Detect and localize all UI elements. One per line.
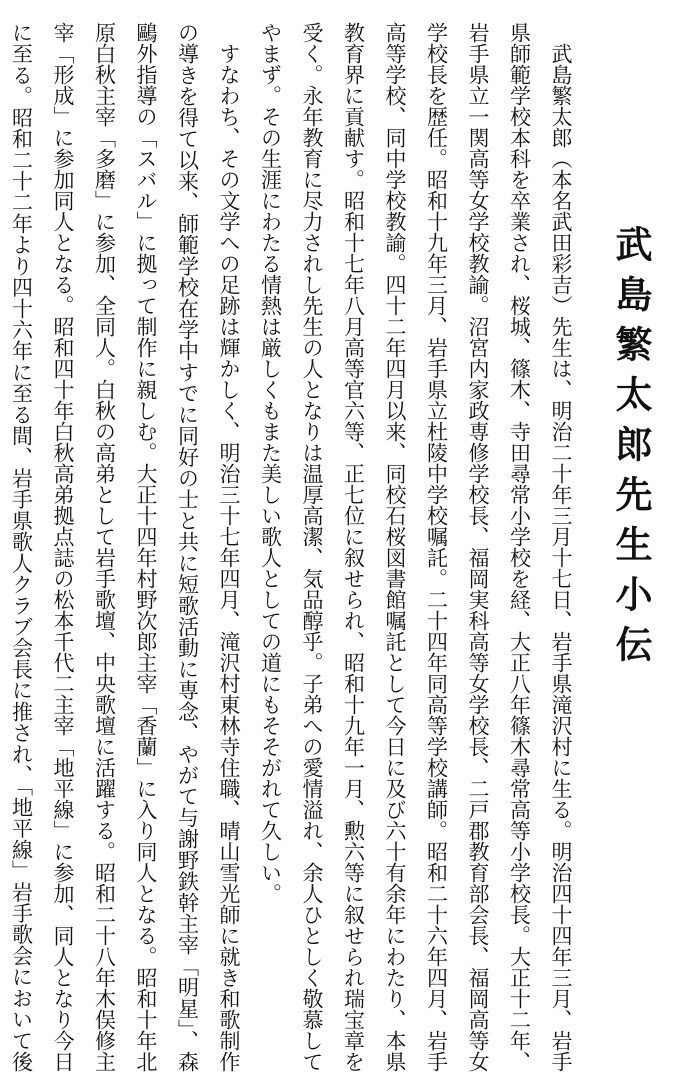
paragraph-1: 武島繁太郎（本名武田彩吉）先生は、明治二十年三月十七日、岩手県滝沢村に生る。明治四十四年三月、岩手県師範学校本科を卒業され、桜城、篠木、寺田尋常小学校を経、大正八年篠木尋常高等小学校長。大正十二年、岩手県立一関高等女学校教諭。沼宮内家政専修学校長、福岡実科高等女学校長、二戸郡教育部会長、福岡高等女学校長を歴任。昭和十九年三月、岩手県立杜陵中学校嘱託。二十四年同高等学校講師。昭和二十六年四月、岩手高等学校、同中学校教諭。四十二年四月以来、同校石桜図書館嘱託として今日に及び六十有余年にわたり、本県教育界に貢献す。昭和十七年八月高等官六等、正七位に叙せられ、昭和十九年一月、勲六等に叙せられ瑞宝章を受く。永年教育に尽力されし先生の人となりは温厚高潔、気品醇乎。子弟への愛情溢れ、余人ひとしく敬慕してやまず。その生涯にわたる情熱は厳しくもまた美しい歌人としての道にもそそがれて久しい。 — [258, 22, 573, 1072]
document-body — [9, 22, 581, 1073]
document-title: 武島繁太郎先生小伝 — [609, 225, 653, 675]
paragraph-2: すなわち、その文学への足跡は輝かしく、明治三十七年四月、滝沢村東林寺住職、晴山雪光師に就き和歌制作の導きを得て以来、師範学校在学中すでに同好の士と共に短歌活動に専念、やがて与謝野鉄幹主宰「明星」、森鷗外指導の「スバル」に拠って制作に親しむ。大正十四年村野次郎主宰「香蘭」に入り同人となる。昭和十年北原白秋主宰「多磨」に参加、全同人。白秋の高弟として岩手歌壇、中央歌壇に活躍する。昭和二十八年木俣修主宰「形成」に参加同人となる。昭和四十年白秋高弟拠点誌の松本千代二主宰「地平線」に参加、同人となり今日に至る。昭和二十二年より四十六年に至る間、岩手県歌人クラブ会長に推され、「地平線」岩手歌会において後 — [9, 22, 241, 1073]
